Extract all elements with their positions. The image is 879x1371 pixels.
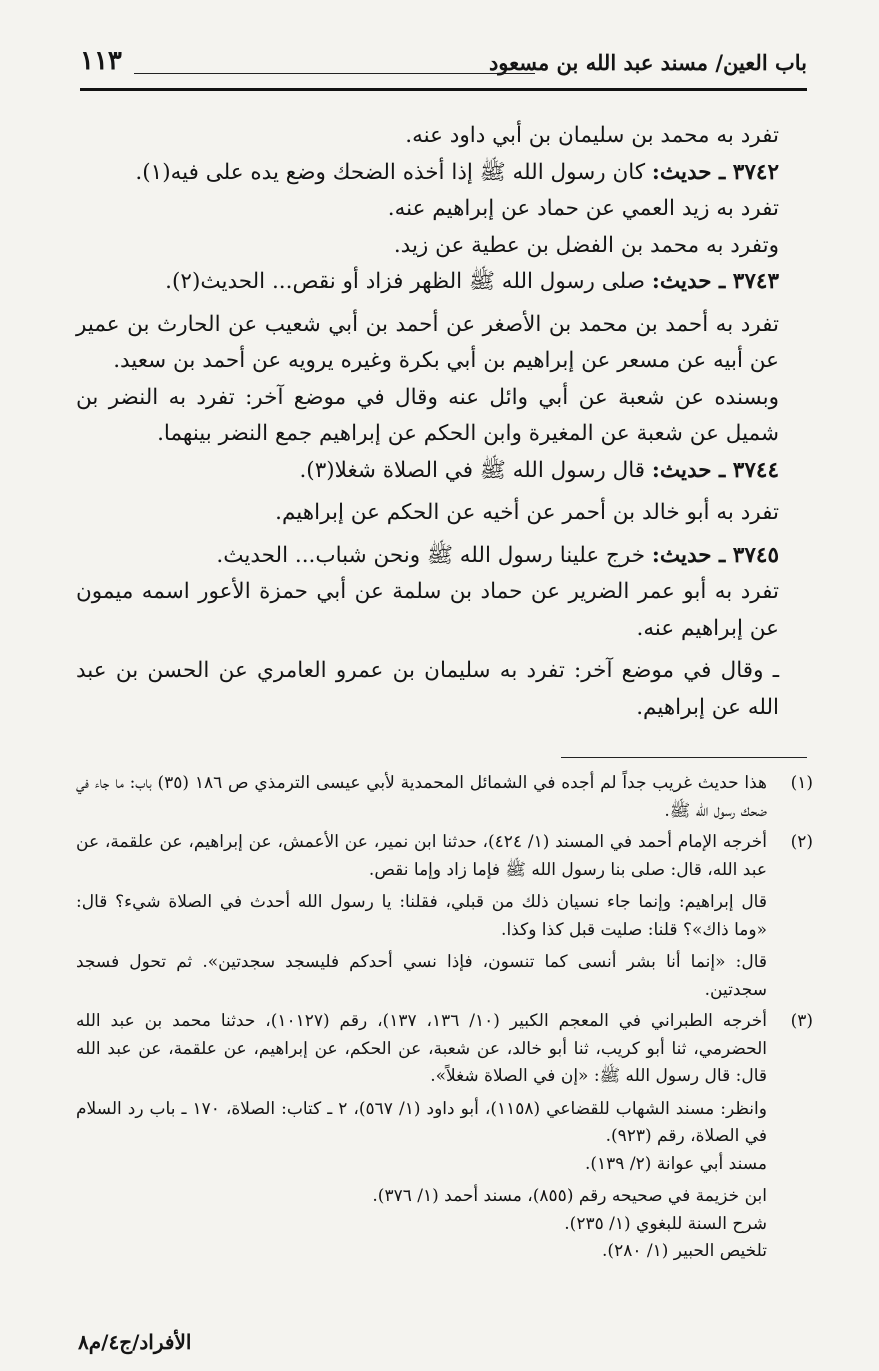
hadith-text: خرج علينا رسول الله ﷺ ونحن شباب... الحديث. xyxy=(216,542,646,568)
footnote xyxy=(76,1008,813,1266)
footnote-text: هذا حديث غريب جداً لم أجده في الشمائل المحمدية لأبي عيسى الترمذي ص ١٨٦ (٣٥) باب: ما جاء في ضحك رسول الله ﷺ. xyxy=(76,773,767,821)
paragraph: تفرد به أحمد بن محمد بن الأصغر عن أحمد بن أبي شعيب عن الحارث بن عمير عن أبيه عن مسعر عن إبراهيم بن أبي بكرة وغيره يرويه عن أحمد بن سعيد. xyxy=(76,311,779,373)
hadith-3742 xyxy=(76,155,807,192)
page-header xyxy=(80,40,807,90)
footnote-text: شرح السنة للبغوي (١/ ٢٣٥). xyxy=(564,1213,767,1234)
paragraph: تفرد به محمد بن سليمان بن أبي داود عنه. xyxy=(405,123,779,148)
footnotes xyxy=(76,770,813,1270)
hadith-3743 xyxy=(76,264,807,301)
hadith-number: ٣٧٤٢ ـ حديث: xyxy=(651,159,779,185)
paragraph: ـ وقال في موضع آخر: تفرد به سليمان بن عمرو العامري عن الحسن بن عبد الله عن إبراهيم. xyxy=(76,658,779,720)
header-rule xyxy=(134,73,535,74)
paragraph: تفرد به زيد العمي عن حماد عن إبراهيم عنه. xyxy=(387,196,779,221)
paragraph: وتفرد به محمد بن الفضل بن عطية عن زيد. xyxy=(393,232,779,258)
footnote-text: قال إبراهيم: وإنما جاء نسيان ذلك من قبلي، فقلنا: يا رسول الله أحدث في الصلاة شيء؟ قال: «وما ذاك»؟ قلنا: صليت قبل كذا وكذا. xyxy=(76,892,767,940)
paragraph: تفرد به أبو خالد بن أحمر عن أخيه عن الحكم عن إبراهيم. xyxy=(275,500,779,525)
paragraph: تفرد به أبو عمر الضرير عن حماد بن سلمة عن أبي حمزة الأعور اسمه ميمون عن إبراهيم عنه. xyxy=(76,579,779,641)
hadith-text: كان رسول الله ﷺ إذا أخذه الضحك وضع يده على فيه(١). xyxy=(135,159,646,185)
hadith-number: ٣٧٤٣ ـ حديث: xyxy=(651,269,779,294)
footnote xyxy=(76,829,813,1004)
footnote-text: تلخيص الحبير (١/ ٢٨٠). xyxy=(602,1241,767,1261)
paragraph: وبسنده عن شعبة عن أبي وائل عنه وقال في موضع آخر: تفرد به النضر بن شميل عن شعبة عن المغيرة وابن الحكم عن إبراهيم جمع النضر بينهما. xyxy=(76,384,779,446)
hadith-3745 xyxy=(76,538,807,575)
main-text xyxy=(76,118,807,726)
footnote-text: ابن خزيمة في صحيحه رقم (٨٥٥)، مسند أحمد (١/ ٣٧٦). xyxy=(372,1186,767,1206)
footnote-text: مسند أبي عوانة (٢/ ١٣٩). xyxy=(584,1153,767,1174)
hadith-text: صلى رسول الله ﷺ الظهر فزاد أو نقص... الحديث(٢). xyxy=(165,269,646,294)
footnote-mark: (٢) xyxy=(790,832,813,852)
footnote-text: أخرجه الإمام أحمد في المسند (١/ ٤٢٤)، حدثنا ابن نمير، عن الأعمش، عن إبراهيم، عن علقمة، عن عبد الله، قال: صلى بنا رسول الله ﷺ فإما زاد وإما نقص. xyxy=(76,832,767,880)
footnote-divider xyxy=(561,757,807,758)
footnote-mark: (١) xyxy=(790,773,813,793)
signature-mark: الأفراد/ج٤/م٨ xyxy=(78,1330,192,1354)
hadith-text: قال رسول الله ﷺ في الصلاة شغلا(٣). xyxy=(299,457,646,483)
hadith-number: ٣٧٤٥ ـ حديث: xyxy=(651,542,779,568)
footnote xyxy=(76,770,813,825)
footnote-text: وانظر: مسند الشهاب للقضاعي (١١٥٨)، أبو داود (١/ ٥٦٧)، ٢ ـ كتاب: الصلاة، ١٧٠ ـ باب رد السلام في الصلاة، رقم (٩٢٣). xyxy=(76,1098,767,1146)
footnote-mark: (٣) xyxy=(790,1011,813,1031)
page-number: ١١٣ xyxy=(80,46,122,76)
hadith-number: ٣٧٤٤ ـ حديث: xyxy=(651,457,779,483)
hadith-3744 xyxy=(76,453,807,490)
footnote-text: قال: «إنما أنا بشر أنسى كما تنسون، فإذا نسي أحدكم فليسجد سجدتين». ثم تحول فسجد سجدتين. xyxy=(76,952,767,1000)
running-title: باب العين/ مسند عبد الله بن مسعود xyxy=(488,50,807,75)
footnote-text: أخرجه الطبراني في المعجم الكبير (١٠/ ١٣٦، ١٣٧)، رقم (١٠١٢٧)، حدثنا محمد بن عبد الله الحضرمي، ثنا أبو كريب، ثنا أبو خالد، عن شعبة، عن الحكم، عن إبراهيم، عن علقمة، عن عبد الله قال: قال رسول الله ﷺ: «إن في الصلاة شغلاً». xyxy=(76,1011,767,1086)
header-divider xyxy=(80,88,807,91)
